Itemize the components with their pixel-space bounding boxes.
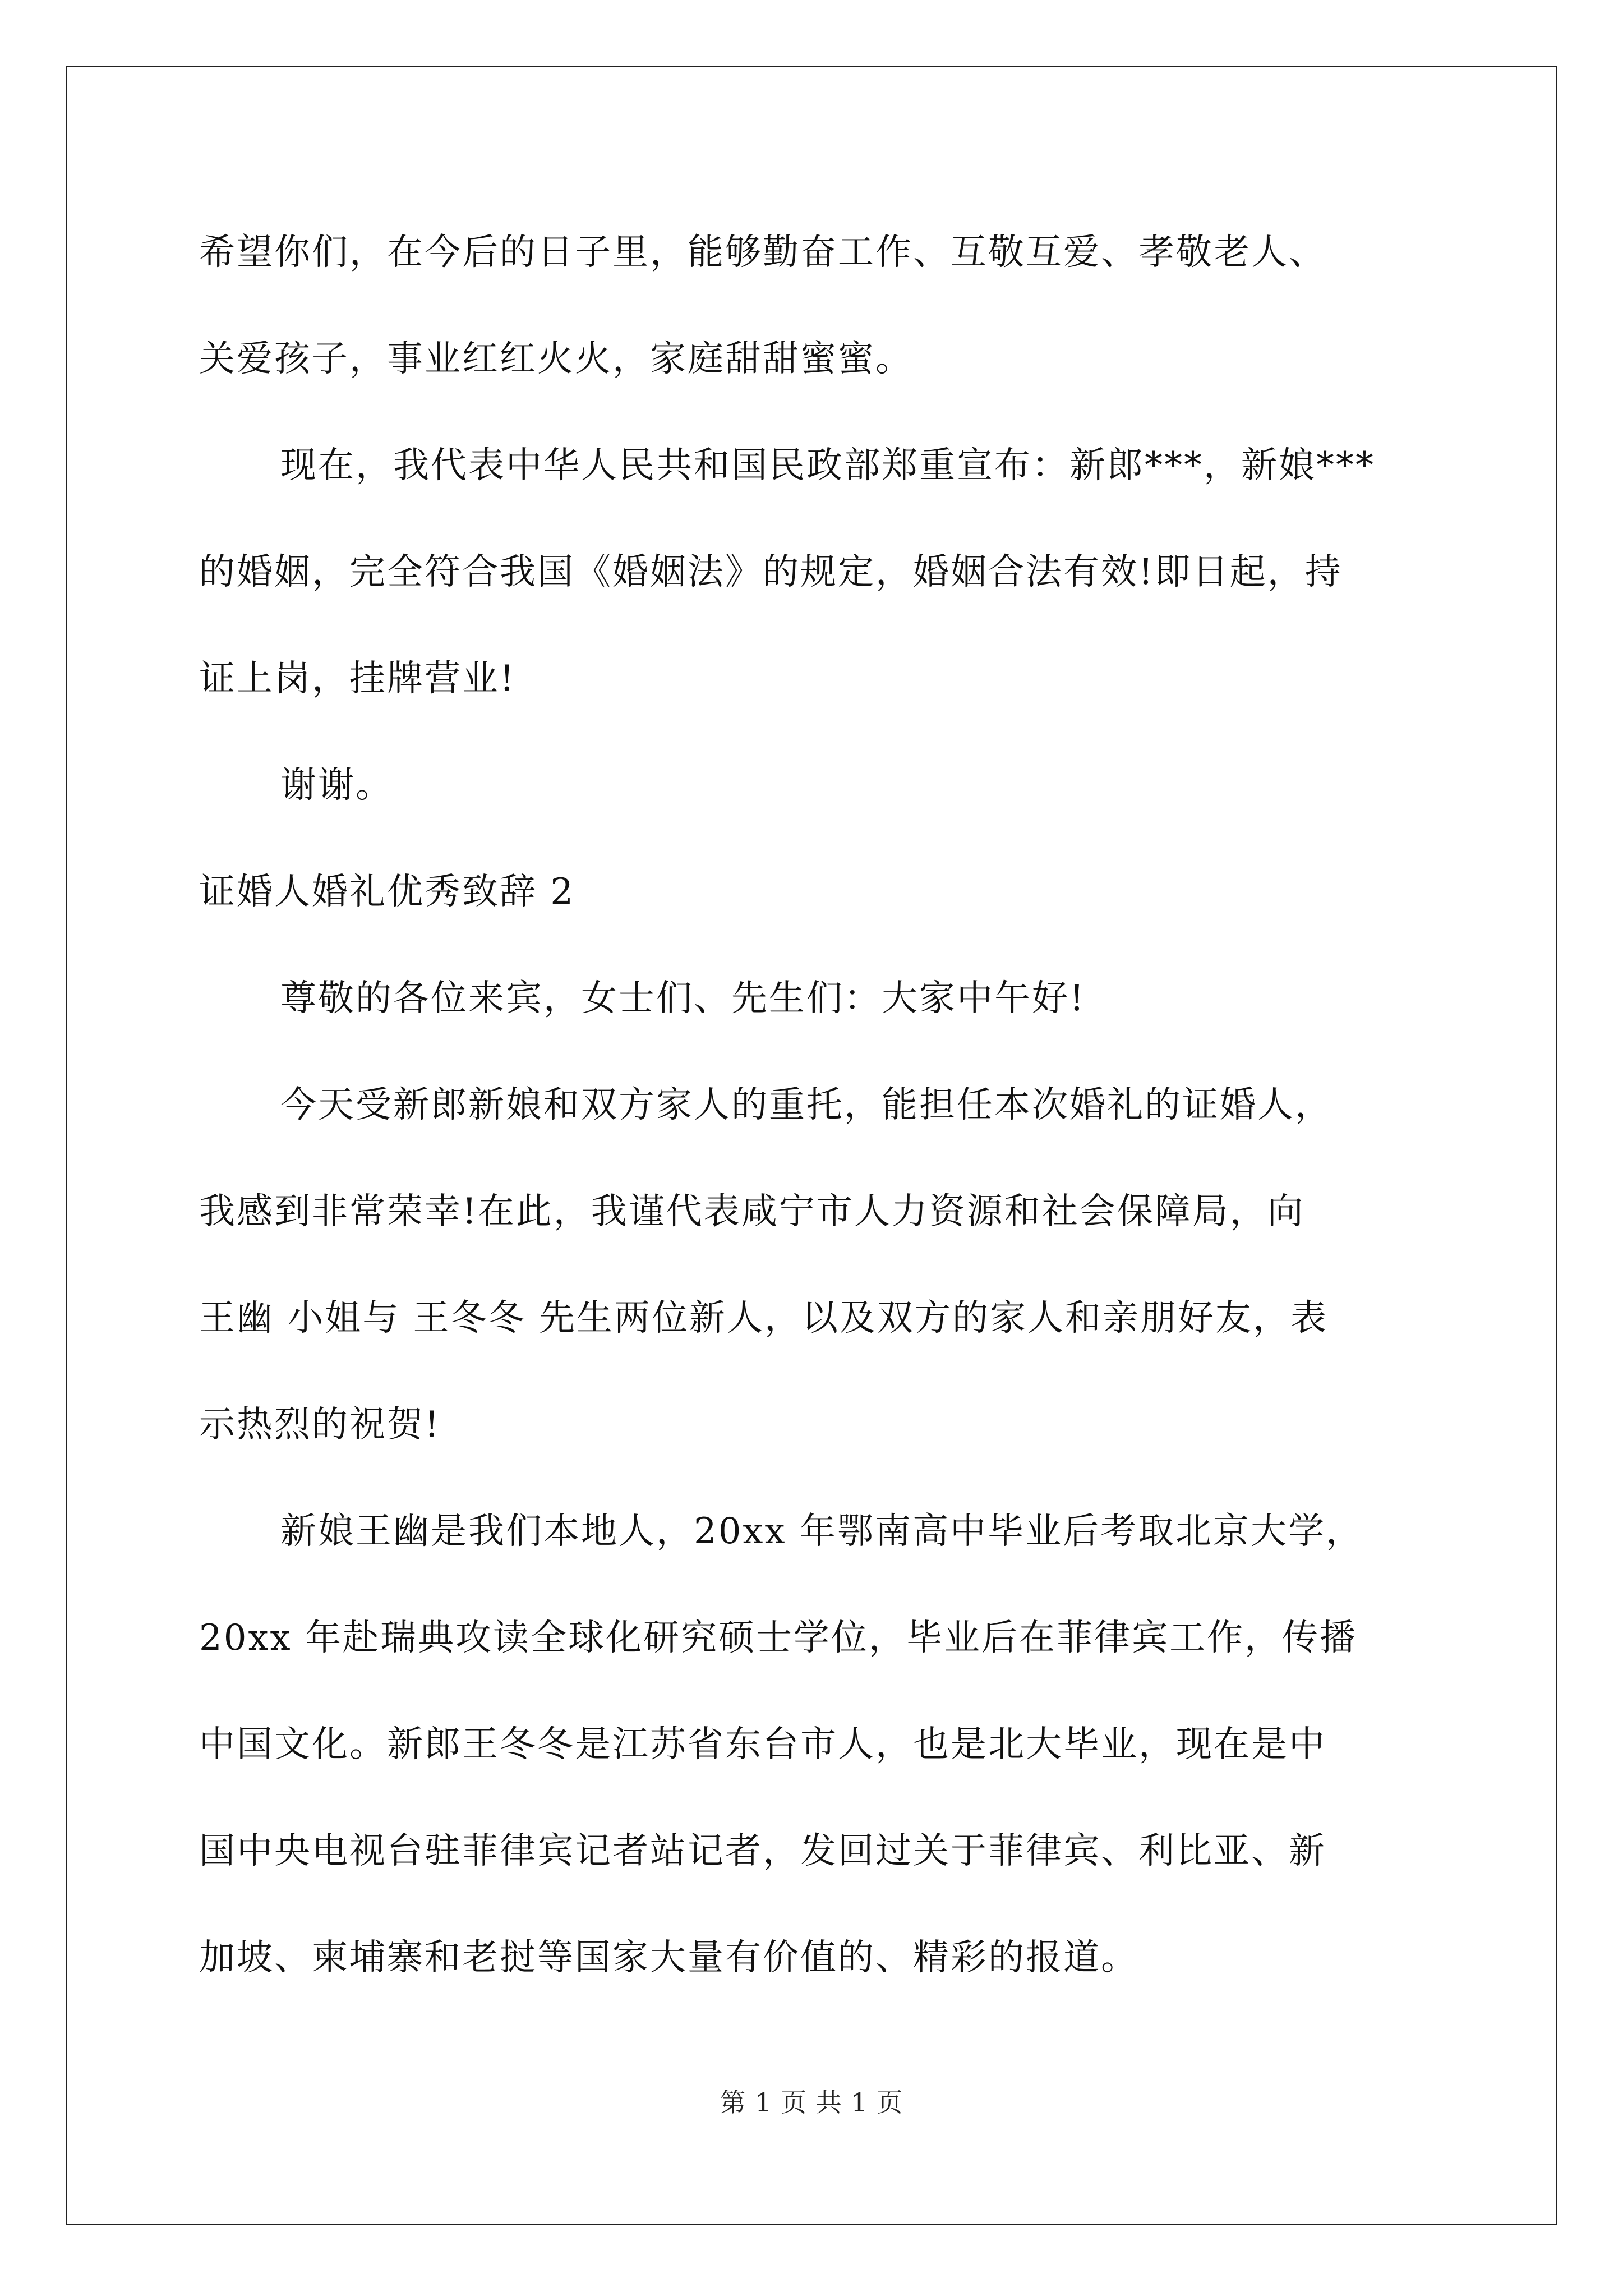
page-footer: 第 1 页 共 1 页 <box>720 2087 903 2118</box>
text-line: 关爱孩子，事业红红火火，家庭甜甜蜜蜜。 <box>199 338 913 380</box>
text-line: 谢谢。 <box>280 765 393 806</box>
text-line: 示热烈的祝贺! <box>199 1404 441 1446</box>
text-line: 现在，我代表中华人民共和国民政部郑重宣布：新郎***，新娘*** <box>280 445 1375 486</box>
text-line: 加坡、柬埔寨和老挝等国家大量有价值的、精彩的报道。 <box>199 1937 1138 1978</box>
text-line: 中国文化。新郎王冬冬是江苏省东台市人，也是北大毕业，现在是中 <box>199 1724 1326 1765</box>
section-heading <box>199 839 1472 945</box>
text-line: 20xx 年赴瑞典攻读全球化研究硕士学位，毕业后在菲律宾工作，传播 <box>199 1617 1357 1659</box>
heading-text: 证婚人婚礼优秀致辞 2 <box>199 871 575 913</box>
text-line: 王幽 小姐与 王冬冬 先生两位新人，以及双方的家人和亲朋好友，表 <box>199 1297 1329 1339</box>
paragraph-3 <box>199 732 1472 839</box>
paragraph-1 <box>199 199 1472 412</box>
text-line: 新娘王幽是我们本地人，20xx 年鄂南高中毕业后考取北京大学， <box>280 1511 1363 1552</box>
text-line: 国中央电视台驻菲律宾记者站记者，发回过关于菲律宾、利比亚、新 <box>199 1830 1326 1872</box>
text-line: 证上岗，挂牌营业! <box>199 658 516 700</box>
text-line: 我感到非常荣幸!在此，我谨代表咸宁市人力资源和社会保障局，向 <box>199 1191 1305 1232</box>
paragraph-6 <box>199 1478 1472 2011</box>
text-line: 的婚姻，完全符合我国《婚姻法》的规定，婚姻合法有效!即日起，持 <box>199 551 1343 593</box>
text-line: 今天受新郎新娘和双方家人的重托，能担任本次婚礼的证婚人， <box>280 1084 1332 1126</box>
paragraph-5 <box>199 1052 1472 1478</box>
text-line: 尊敬的各位来宾，女士们、先生们：大家中午好! <box>280 978 1086 1019</box>
text-line: 希望你们，在今后的日子里，能够勤奋工作、互敬互爱、孝敬老人、 <box>199 232 1326 273</box>
paragraph-4 <box>199 945 1472 1052</box>
paragraph-2 <box>199 412 1472 732</box>
